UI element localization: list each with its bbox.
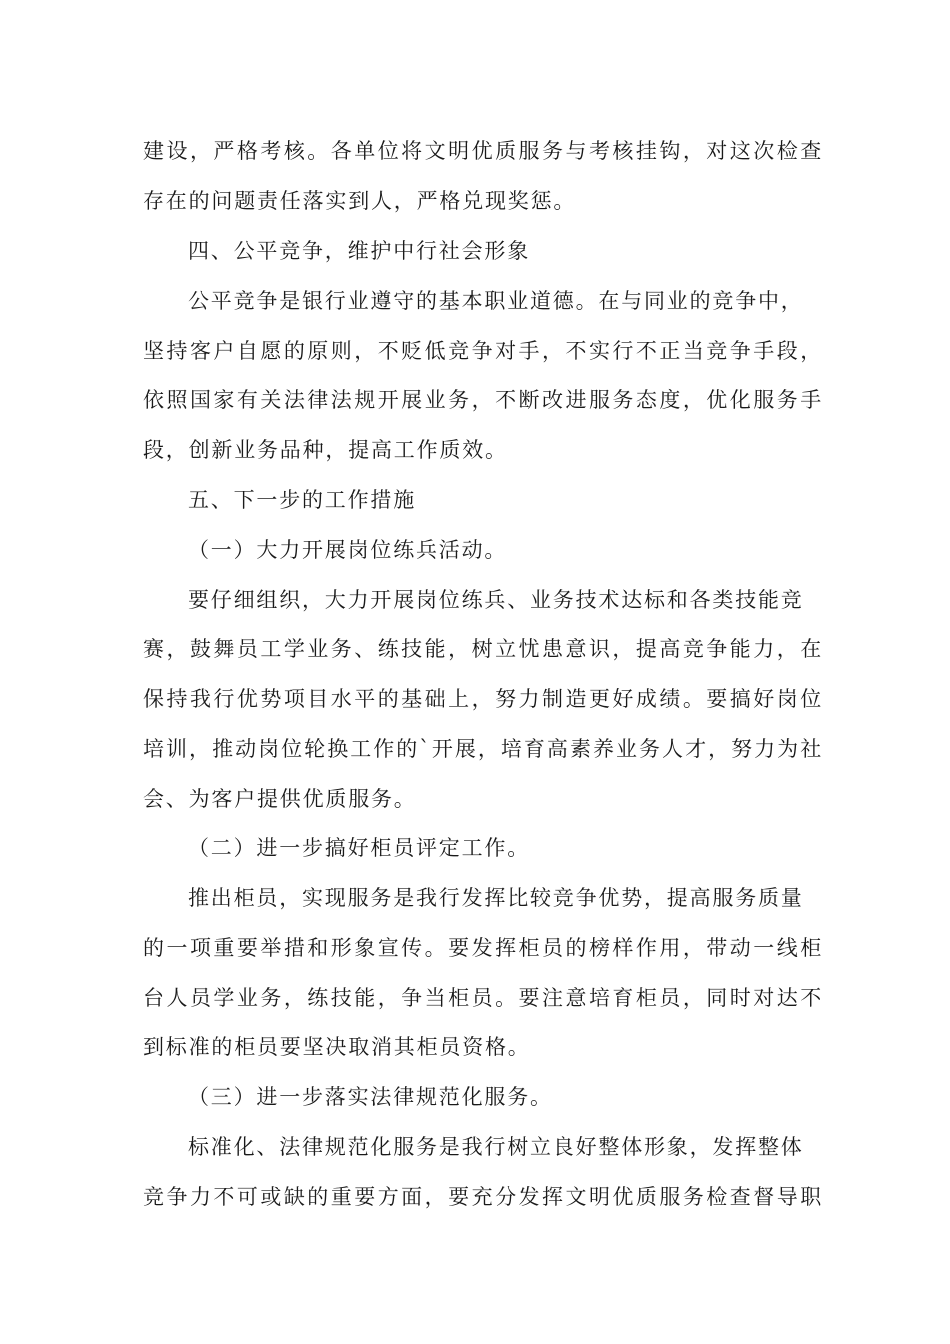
section-heading: 四、公平竞争，维护中行社会形象 [188, 239, 530, 263]
paragraph-line: 赛，鼓舞员工学业务、练技能，树立忧患意识，提高竞争能力，在 [143, 637, 823, 661]
paragraph-line: 公平竞争是银行业遵守的基本职业道德。在与同业的竞争中， [188, 289, 804, 313]
paragraph-line: 保持我行优势项目水平的基础上，努力制造更好成绩。要搞好岗位 [143, 687, 823, 711]
subsection-heading: （二）进一步搞好柜员评定工作。 [188, 836, 530, 860]
paragraph-line: 要仔细组织，大力开展岗位练兵、业务技术达标和各类技能竞 [188, 588, 804, 612]
paragraph-line: 建设，严格考核。各单位将文明优质服务与考核挂钩，对这次检查 [143, 139, 823, 163]
paragraph-line: 到标准的柜员要坚决取消其柜员资格。 [143, 1035, 531, 1059]
paragraph-line: 的一项重要举措和形象宣传。要发挥柜员的榜样作用，带动一线柜 [143, 936, 823, 960]
paragraph-line: 竞争力不可或缺的重要方面，要充分发挥文明优质服务检查督导职 [143, 1185, 823, 1209]
paragraph-line: 培训，推动岗位轮换工作的`开展，培育高素养业务人才，努力为社 [143, 737, 823, 761]
paragraph-line: 台人员学业务，练技能，争当柜员。要注意培育柜员，同时对达不 [143, 986, 823, 1010]
paragraph-line: 存在的问题责任落实到人，严格兑现奖惩。 [143, 189, 577, 213]
paragraph-line: 依照国家有关法律法规开展业务，不断改进服务态度，优化服务手 [143, 388, 823, 412]
subsection-heading: （一）大力开展岗位练兵活动。 [188, 538, 508, 562]
paragraph-line: 坚持客户自愿的原则，不贬低竞争对手，不实行不正当竞争手段， [143, 339, 823, 363]
paragraph-line: 标准化、法律规范化服务是我行树立良好整体形象，发挥整体 [188, 1135, 804, 1159]
section-heading: 五、下一步的工作措施 [188, 488, 416, 512]
paragraph-line: 会、为客户提供优质服务。 [143, 787, 417, 811]
paragraph-line: 段，创新业务品种，提高工作质效。 [143, 438, 508, 462]
paragraph-line: 推出柜员，实现服务是我行发挥比较竞争优势，提高服务质量 [188, 886, 804, 910]
subsection-heading: （三）进一步落实法律规范化服务。 [188, 1085, 553, 1109]
